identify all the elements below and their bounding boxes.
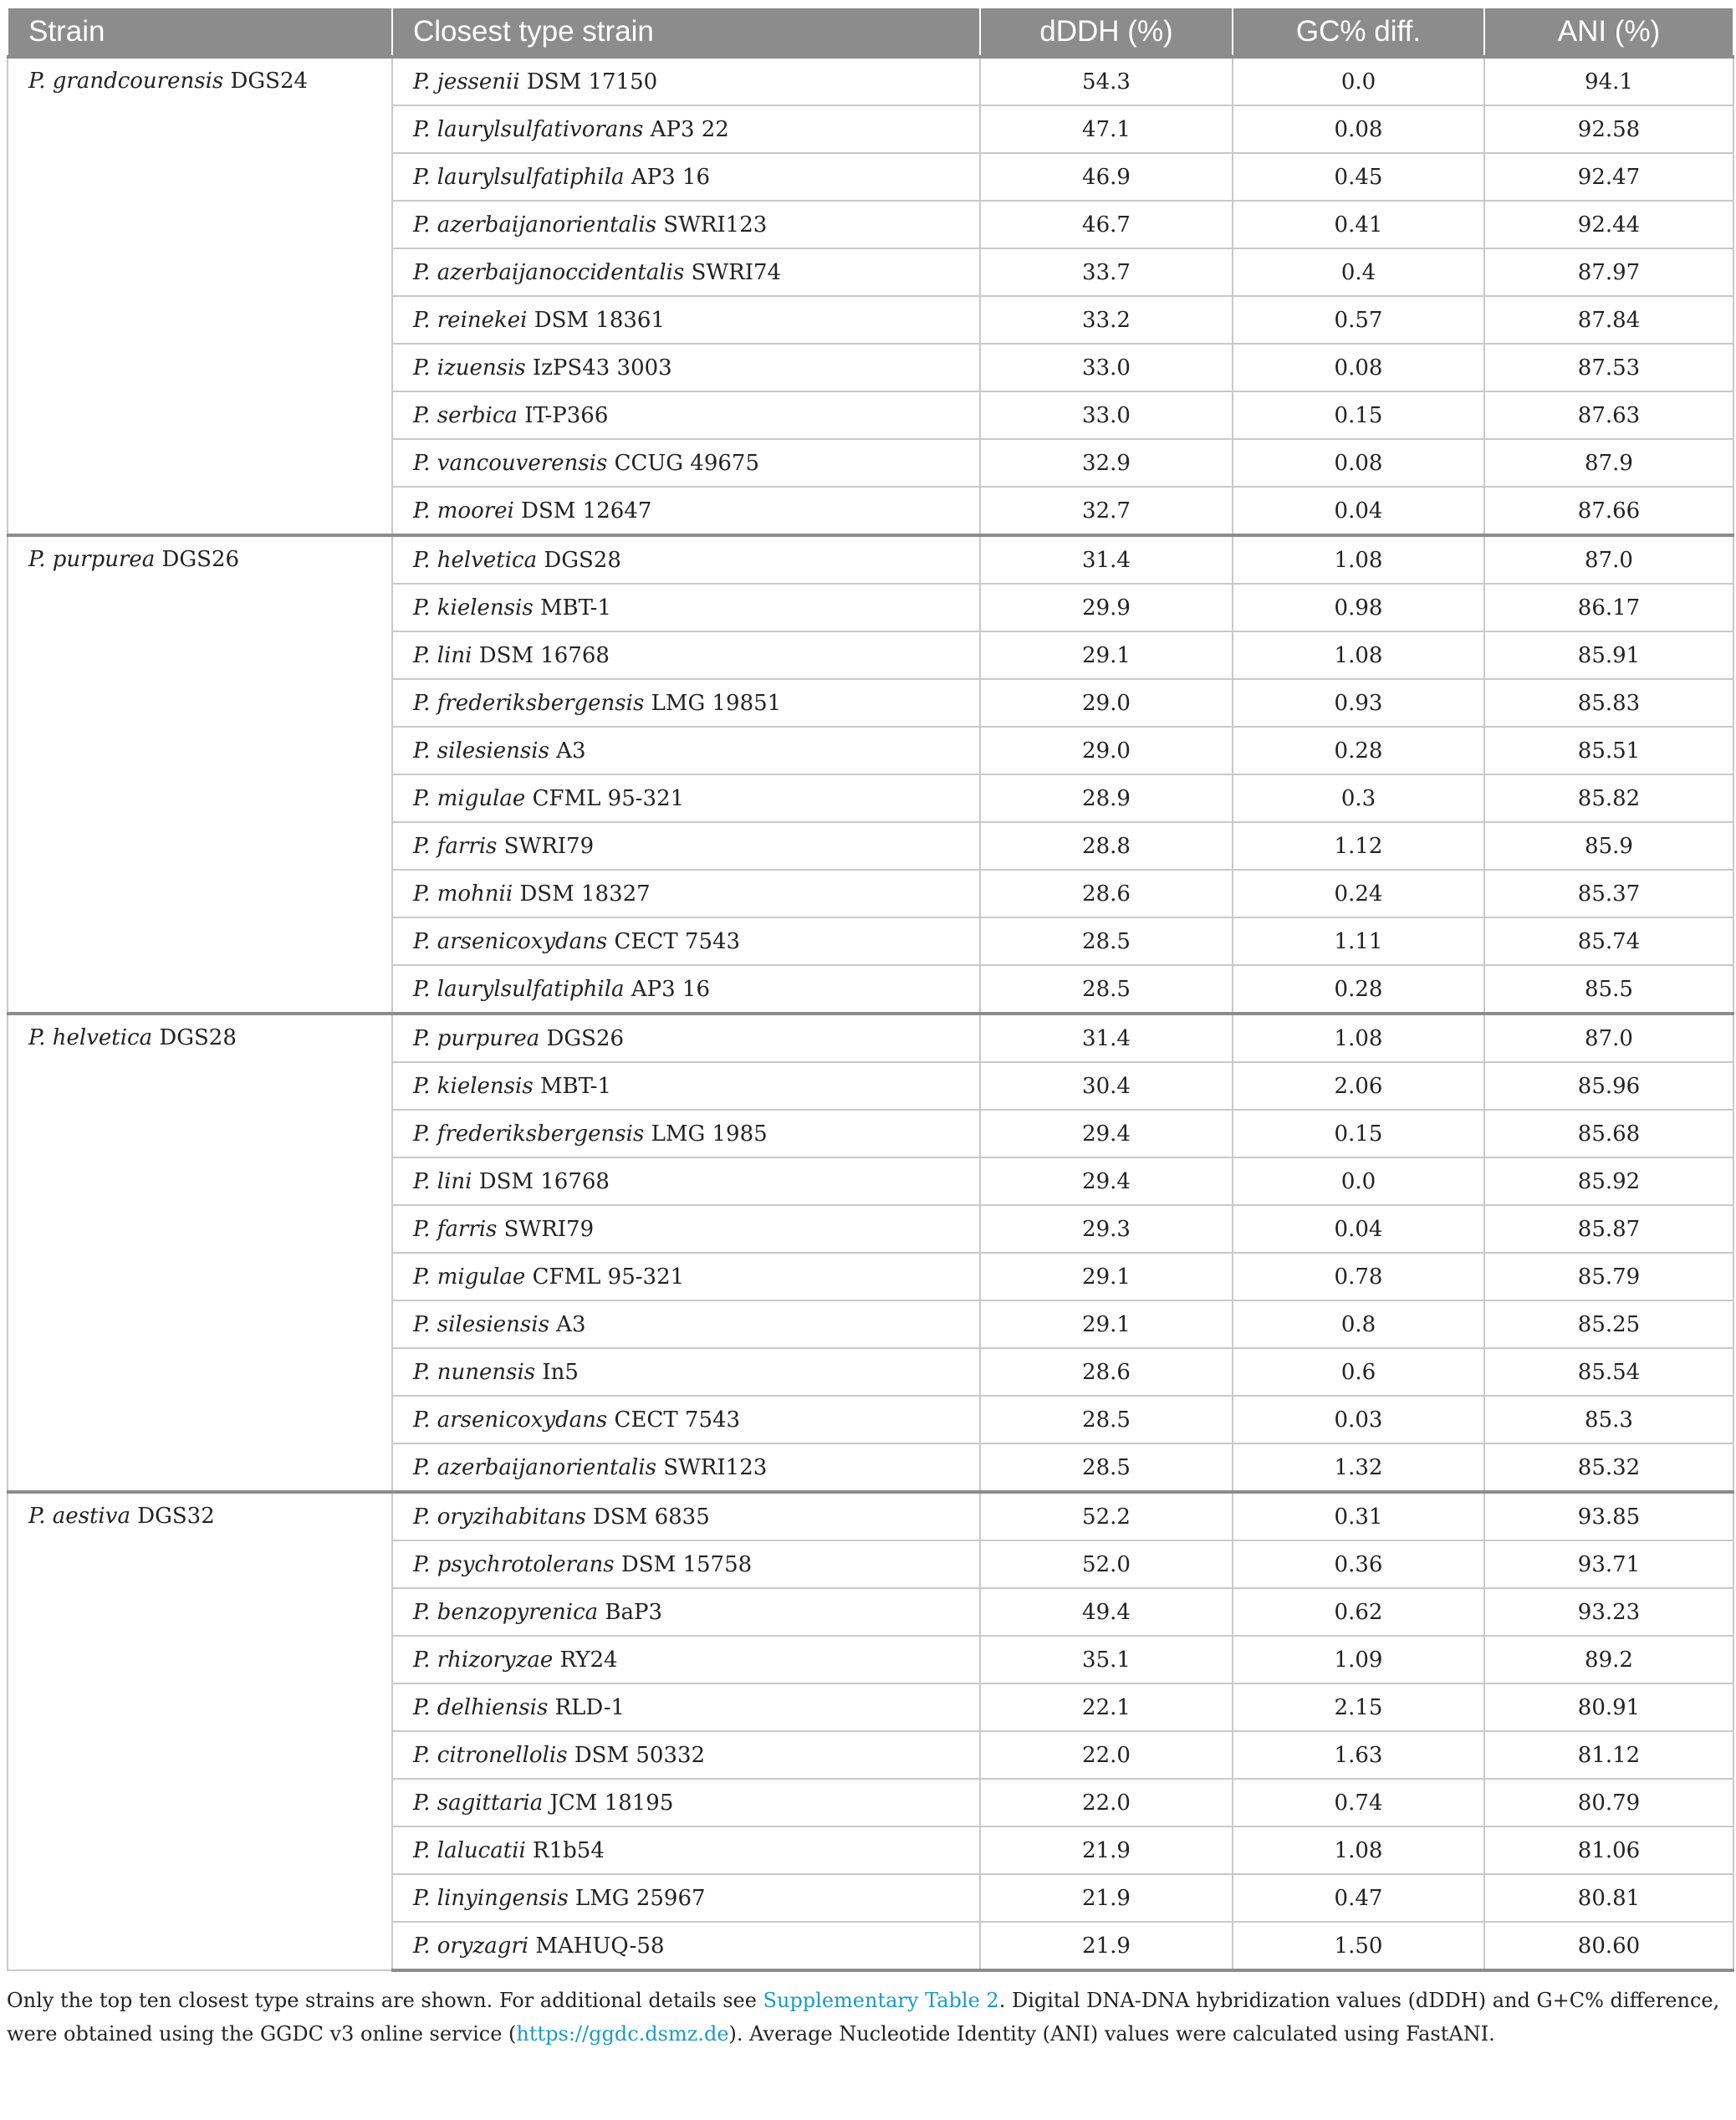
- footnote-text-3: ). Average Nucleotide Identity (ANI) values were calculated using FastANI.: [728, 2022, 1495, 2046]
- ani-cell: 85.83: [1484, 679, 1733, 727]
- header-strain: Strain: [8, 8, 392, 57]
- closest-type-strain-cell: [392, 1062, 980, 1110]
- ani-cell: 81.12: [1484, 1731, 1733, 1779]
- gc-diff-cell: 0.98: [1233, 584, 1484, 631]
- gc-diff-cell: 0.36: [1233, 1540, 1484, 1588]
- gc-diff-cell: 0.3: [1233, 774, 1484, 822]
- gc-diff-cell: 0.93: [1233, 679, 1484, 727]
- closest-type-strain-cell: [392, 487, 980, 535]
- type-strain-id: SWRI79: [503, 833, 595, 859]
- type-strain-species: P. lini: [413, 642, 472, 668]
- type-strain-id: JCM 18195: [549, 1790, 674, 1816]
- table-header: [8, 8, 1733, 57]
- gc-diff-cell: 0.15: [1233, 391, 1484, 439]
- strain-cell: [8, 1014, 392, 1492]
- gc-diff-cell: 0.24: [1233, 870, 1484, 917]
- ani-cell: 87.53: [1484, 344, 1733, 391]
- type-strain-id: CFML 95-321: [532, 785, 685, 811]
- footnote-text-1: Only the top ten closest type strains are shown. For additional details see: [7, 1989, 763, 2012]
- closest-type-strain-cell: [392, 105, 980, 153]
- gc-diff-cell: 0.03: [1233, 1396, 1484, 1443]
- type-strain-species: P. kielensis: [413, 595, 534, 621]
- header-ani: ANI (%): [1484, 8, 1733, 57]
- closest-type-strain-cell: [392, 1731, 980, 1779]
- type-strain-id: SWRI74: [691, 259, 782, 285]
- dddh-cell: 29.1: [980, 1253, 1233, 1300]
- type-strain-id: CECT 7543: [614, 928, 741, 954]
- closest-type-strain-cell: [392, 870, 980, 917]
- closest-type-strain-cell: [392, 1683, 980, 1731]
- type-strain-id: DSM 18327: [519, 881, 651, 907]
- type-strain-id: DSM 16768: [478, 642, 610, 668]
- type-strain-id: CECT 7543: [614, 1407, 741, 1433]
- type-strain-id: SWRI123: [663, 1454, 768, 1480]
- type-strain-species: P. delhiensis: [413, 1694, 549, 1720]
- dddh-cell: 21.9: [980, 1826, 1233, 1874]
- dddh-cell: 32.9: [980, 439, 1233, 487]
- dddh-cell: 29.0: [980, 727, 1233, 774]
- dddh-cell: 29.4: [980, 1157, 1233, 1205]
- type-strain-id: DSM 12647: [521, 498, 652, 524]
- type-strain-species: P. rhizoryzae: [413, 1647, 554, 1673]
- closest-type-strain-cell: [392, 1636, 980, 1683]
- type-strain-id: DSM 15758: [620, 1551, 753, 1577]
- closest-type-strain-cell: [392, 535, 980, 584]
- gc-diff-cell: 0.78: [1233, 1253, 1484, 1300]
- gc-diff-cell: 2.06: [1233, 1062, 1484, 1110]
- header-row: [8, 8, 1733, 57]
- type-strain-species: P. vancouverensis: [413, 450, 608, 476]
- dddh-cell: 22.1: [980, 1683, 1233, 1731]
- gc-diff-cell: 0.08: [1233, 105, 1484, 153]
- closest-type-strain-cell: [392, 439, 980, 487]
- ani-cell: 85.3: [1484, 1396, 1733, 1443]
- type-strain-id: RLD-1: [554, 1694, 625, 1720]
- type-strain-id: DSM 18361: [534, 307, 666, 333]
- type-strain-id: In5: [542, 1359, 579, 1385]
- closest-type-strain-cell: [392, 1110, 980, 1157]
- type-strain-species: P. oryzihabitans: [413, 1504, 586, 1530]
- type-strain-species: P. mohnii: [413, 881, 513, 907]
- gc-diff-cell: 0.0: [1233, 1157, 1484, 1205]
- gc-diff-cell: 0.62: [1233, 1588, 1484, 1636]
- type-strain-species: P. moorei: [413, 498, 514, 524]
- closest-type-strain-cell: [392, 344, 980, 391]
- gc-diff-cell: 0.28: [1233, 965, 1484, 1014]
- type-strain-species: P. migulae: [413, 1264, 526, 1290]
- ani-cell: 93.71: [1484, 1540, 1733, 1588]
- dddh-cell: 22.0: [980, 1731, 1233, 1779]
- dddh-cell: 29.4: [980, 1110, 1233, 1157]
- footnote-text-2: . Digital DNA-DNA hybridization values (dDDH) and G+C% difference, were obtained using the GGDC v3 online service (: [7, 1989, 1720, 2046]
- gc-diff-cell: 1.11: [1233, 917, 1484, 965]
- type-strain-species: P. lini: [413, 1168, 472, 1194]
- type-strain-species: P. purpurea: [413, 1025, 540, 1051]
- type-strain-id: DSM 50332: [574, 1742, 706, 1768]
- dddh-cell: 46.9: [980, 153, 1233, 201]
- closest-type-strain-cell: [392, 153, 980, 201]
- ani-cell: 87.0: [1484, 535, 1733, 584]
- table-row: [8, 57, 1733, 105]
- dddh-cell: 28.9: [980, 774, 1233, 822]
- gc-diff-cell: 1.08: [1233, 535, 1484, 584]
- closest-type-strain-cell: [392, 1205, 980, 1253]
- gc-diff-cell: 1.08: [1233, 1826, 1484, 1874]
- gc-diff-cell: 0.6: [1233, 1348, 1484, 1396]
- ani-cell: 89.2: [1484, 1636, 1733, 1683]
- ani-cell: 85.79: [1484, 1253, 1733, 1300]
- gc-diff-cell: 0.8: [1233, 1300, 1484, 1348]
- closest-type-strain-cell: [392, 965, 980, 1014]
- dddh-cell: 29.0: [980, 679, 1233, 727]
- ani-cell: 80.91: [1484, 1683, 1733, 1731]
- type-strain-species: P. helvetica: [413, 547, 538, 573]
- closest-type-strain-cell: [392, 1396, 980, 1443]
- header-gc-diff: GC% diff.: [1233, 8, 1484, 57]
- gc-diff-cell: 0.4: [1233, 248, 1484, 296]
- gc-diff-cell: 1.32: [1233, 1443, 1484, 1492]
- ggdc-link[interactable]: https://ggdc.dsmz.de: [516, 2022, 729, 2046]
- gc-diff-cell: 1.08: [1233, 631, 1484, 679]
- dddh-cell: 52.2: [980, 1492, 1233, 1540]
- document-page: [7, 7, 1733, 2071]
- ani-cell: 86.17: [1484, 584, 1733, 631]
- closest-type-strain-cell: [392, 201, 980, 248]
- ani-cell: 80.81: [1484, 1874, 1733, 1922]
- type-strain-id: DSM 16768: [478, 1168, 610, 1194]
- type-strain-species: P. farris: [413, 1216, 498, 1242]
- closest-type-strain-cell: [392, 727, 980, 774]
- dddh-cell: 47.1: [980, 105, 1233, 153]
- closest-type-strain-cell: [392, 1300, 980, 1348]
- type-strain-species: P. silesiensis: [413, 1311, 549, 1337]
- type-strain-species: P. serbica: [413, 402, 518, 428]
- table-row: [8, 1014, 1733, 1062]
- ani-cell: 85.25: [1484, 1300, 1733, 1348]
- strain-id: DGS32: [137, 1504, 215, 1529]
- dddh-cell: 49.4: [980, 1588, 1233, 1636]
- type-strain-id: AP3 16: [631, 164, 710, 190]
- dddh-cell: 28.6: [980, 1348, 1233, 1396]
- type-strain-id: DSM 17150: [526, 69, 658, 95]
- ani-cell: 92.44: [1484, 201, 1733, 248]
- dddh-cell: 32.7: [980, 487, 1233, 535]
- type-strain-id: BaP3: [605, 1599, 663, 1625]
- dddh-cell: 21.9: [980, 1874, 1233, 1922]
- strain-species: P. helvetica: [28, 1025, 153, 1050]
- type-strain-species: P. psychrotolerans: [413, 1551, 615, 1577]
- type-strain-id: R1b54: [533, 1837, 605, 1863]
- type-strain-id: MBT-1: [539, 1073, 611, 1099]
- strain-species: P. purpurea: [28, 547, 156, 572]
- closest-type-strain-cell: [392, 1443, 980, 1492]
- gc-diff-cell: 0.41: [1233, 201, 1484, 248]
- closest-type-strain-cell: [392, 1874, 980, 1922]
- closest-type-strain-cell: [392, 822, 980, 870]
- type-strain-species: P. farris: [413, 833, 498, 859]
- dddh-cell: 21.9: [980, 1922, 1233, 1970]
- table-body: [8, 57, 1733, 1970]
- type-strain-species: P. laurylsulfatiphila: [413, 976, 625, 1002]
- dddh-cell: 28.5: [980, 1443, 1233, 1492]
- closest-type-strain-cell: [392, 296, 980, 344]
- type-strain-id: IzPS43 3003: [532, 355, 672, 381]
- dddh-cell: 31.4: [980, 535, 1233, 584]
- dddh-cell: 54.3: [980, 57, 1233, 105]
- type-strain-species: P. arsenicoxydans: [413, 1407, 608, 1433]
- closest-type-strain-cell: [392, 774, 980, 822]
- type-strain-species: P. citronellolis: [413, 1742, 568, 1768]
- ani-cell: 85.82: [1484, 774, 1733, 822]
- dddh-cell: 29.9: [980, 584, 1233, 631]
- dddh-cell: 28.5: [980, 917, 1233, 965]
- closest-type-strain-cell: [392, 1014, 980, 1062]
- supplementary-table-link[interactable]: Supplementary Table 2: [763, 1989, 999, 2012]
- ani-cell: 85.5: [1484, 965, 1733, 1014]
- gc-diff-cell: 0.08: [1233, 439, 1484, 487]
- type-strain-id: DGS26: [546, 1025, 625, 1051]
- closest-type-strain-cell: [392, 1540, 980, 1588]
- dddh-cell: 33.0: [980, 391, 1233, 439]
- type-strain-id: RY24: [559, 1647, 618, 1673]
- closest-type-strain-cell: [392, 391, 980, 439]
- table-footnote: [7, 1984, 1733, 2051]
- ani-cell: 92.47: [1484, 153, 1733, 201]
- dddh-cell: 28.5: [980, 1396, 1233, 1443]
- type-strain-species: P. frederiksbergensis: [413, 1121, 645, 1147]
- gc-diff-cell: 0.31: [1233, 1492, 1484, 1540]
- gc-diff-cell: 0.74: [1233, 1779, 1484, 1826]
- type-strain-species: P. silesiensis: [413, 738, 549, 764]
- gc-diff-cell: 0.15: [1233, 1110, 1484, 1157]
- gc-diff-cell: 0.04: [1233, 487, 1484, 535]
- strain-id: DGS28: [159, 1025, 237, 1050]
- gc-diff-cell: 2.15: [1233, 1683, 1484, 1731]
- strain-id: DGS24: [230, 69, 309, 94]
- ani-cell: 92.58: [1484, 105, 1733, 153]
- strain-cell: [8, 1492, 392, 1970]
- closest-type-strain-cell: [392, 917, 980, 965]
- type-strain-id: CCUG 49675: [614, 450, 760, 476]
- type-strain-id: CFML 95-321: [532, 1264, 685, 1290]
- dddh-cell: 52.0: [980, 1540, 1233, 1588]
- dddh-cell: 29.3: [980, 1205, 1233, 1253]
- strain-cell: [8, 57, 392, 535]
- ani-cell: 80.60: [1484, 1922, 1733, 1970]
- strain-species: P. grandcourensis: [28, 69, 224, 94]
- type-strain-species: P. oryzagri: [413, 1933, 529, 1959]
- ani-cell: 85.74: [1484, 917, 1733, 965]
- type-strain-species: P. nunensis: [413, 1359, 536, 1385]
- comparison-table: [7, 7, 1734, 1972]
- closest-type-strain-cell: [392, 1779, 980, 1826]
- gc-diff-cell: 0.47: [1233, 1874, 1484, 1922]
- strain-id: DGS26: [161, 547, 240, 572]
- ani-cell: 94.1: [1484, 57, 1733, 105]
- dddh-cell: 28.5: [980, 965, 1233, 1014]
- dddh-cell: 28.6: [980, 870, 1233, 917]
- dddh-cell: 33.2: [980, 296, 1233, 344]
- closest-type-strain-cell: [392, 1157, 980, 1205]
- ani-cell: 81.06: [1484, 1826, 1733, 1874]
- gc-diff-cell: 1.12: [1233, 822, 1484, 870]
- gc-diff-cell: 0.57: [1233, 296, 1484, 344]
- type-strain-id: DSM 6835: [593, 1504, 710, 1530]
- type-strain-species: P. kielensis: [413, 1073, 534, 1099]
- type-strain-species: P. azerbaijanoccidentalis: [413, 259, 685, 285]
- header-dddh: dDDH (%): [980, 8, 1233, 57]
- ani-cell: 85.32: [1484, 1443, 1733, 1492]
- type-strain-species: P. azerbaijanorientalis: [413, 1454, 656, 1480]
- type-strain-id: A3: [556, 738, 586, 764]
- type-strain-species: P. laurylsulfativorans: [413, 116, 644, 142]
- dddh-cell: 29.1: [980, 631, 1233, 679]
- dddh-cell: 46.7: [980, 201, 1233, 248]
- closest-type-strain-cell: [392, 248, 980, 296]
- gc-diff-cell: 1.08: [1233, 1014, 1484, 1062]
- type-strain-species: P. sagittaria: [413, 1790, 544, 1816]
- type-strain-species: P. lalucatii: [413, 1837, 526, 1863]
- closest-type-strain-cell: [392, 1588, 980, 1636]
- type-strain-species: P. frederiksbergensis: [413, 690, 645, 716]
- type-strain-id: MBT-1: [539, 595, 611, 621]
- strain-species: P. aestiva: [28, 1504, 130, 1529]
- ani-cell: 85.9: [1484, 822, 1733, 870]
- ani-cell: 87.66: [1484, 487, 1733, 535]
- dddh-cell: 28.8: [980, 822, 1233, 870]
- dddh-cell: 30.4: [980, 1062, 1233, 1110]
- type-strain-id: SWRI79: [503, 1216, 595, 1242]
- ani-cell: 87.63: [1484, 391, 1733, 439]
- closest-type-strain-cell: [392, 57, 980, 105]
- type-strain-id: AP3 22: [650, 116, 729, 142]
- gc-diff-cell: 0.04: [1233, 1205, 1484, 1253]
- ani-cell: 80.79: [1484, 1779, 1733, 1826]
- table-row: [8, 535, 1733, 584]
- type-strain-species: P. izuensis: [413, 355, 526, 381]
- gc-diff-cell: 0.28: [1233, 727, 1484, 774]
- closest-type-strain-cell: [392, 679, 980, 727]
- gc-diff-cell: 0.45: [1233, 153, 1484, 201]
- gc-diff-cell: 1.50: [1233, 1922, 1484, 1970]
- closest-type-strain-cell: [392, 1348, 980, 1396]
- ani-cell: 93.85: [1484, 1492, 1733, 1540]
- dddh-cell: 33.7: [980, 248, 1233, 296]
- type-strain-id: SWRI123: [663, 212, 768, 238]
- table-row: [8, 1492, 1733, 1540]
- ani-cell: 85.91: [1484, 631, 1733, 679]
- type-strain-species: P. linyingensis: [413, 1885, 569, 1911]
- ani-cell: 85.68: [1484, 1110, 1733, 1157]
- dddh-cell: 35.1: [980, 1636, 1233, 1683]
- type-strain-id: LMG 25967: [574, 1885, 706, 1911]
- gc-diff-cell: 1.09: [1233, 1636, 1484, 1683]
- gc-diff-cell: 0.08: [1233, 344, 1484, 391]
- ani-cell: 85.37: [1484, 870, 1733, 917]
- type-strain-id: LMG 1985: [651, 1121, 768, 1147]
- ani-cell: 85.51: [1484, 727, 1733, 774]
- ani-cell: 87.97: [1484, 248, 1733, 296]
- dddh-cell: 33.0: [980, 344, 1233, 391]
- dddh-cell: 31.4: [980, 1014, 1233, 1062]
- dddh-cell: 22.0: [980, 1779, 1233, 1826]
- ani-cell: 85.92: [1484, 1157, 1733, 1205]
- ani-cell: 87.0: [1484, 1014, 1733, 1062]
- gc-diff-cell: 0.0: [1233, 57, 1484, 105]
- ani-cell: 93.23: [1484, 1588, 1733, 1636]
- gc-diff-cell: 1.63: [1233, 1731, 1484, 1779]
- type-strain-species: P. azerbaijanorientalis: [413, 212, 656, 238]
- type-strain-id: MAHUQ-58: [535, 1933, 665, 1959]
- header-closest-type-strain: Closest type strain: [392, 8, 980, 57]
- type-strain-id: AP3 16: [631, 976, 710, 1002]
- type-strain-species: P. arsenicoxydans: [413, 928, 608, 954]
- dddh-cell: 29.1: [980, 1300, 1233, 1348]
- type-strain-id: DGS28: [544, 547, 621, 573]
- closest-type-strain-cell: [392, 584, 980, 631]
- strain-cell: [8, 535, 392, 1014]
- type-strain-id: LMG 19851: [651, 690, 782, 716]
- closest-type-strain-cell: [392, 1922, 980, 1970]
- closest-type-strain-cell: [392, 1253, 980, 1300]
- closest-type-strain-cell: [392, 631, 980, 679]
- closest-type-strain-cell: [392, 1826, 980, 1874]
- type-strain-species: P. reinekei: [413, 307, 528, 333]
- type-strain-id: IT-P366: [524, 402, 609, 428]
- type-strain-species: P. benzopyrenica: [413, 1599, 599, 1625]
- type-strain-species: P. laurylsulfatiphila: [413, 164, 625, 190]
- ani-cell: 85.54: [1484, 1348, 1733, 1396]
- ani-cell: 87.84: [1484, 296, 1733, 344]
- type-strain-id: A3: [556, 1311, 586, 1337]
- type-strain-species: P. jessenii: [413, 69, 520, 95]
- ani-cell: 85.96: [1484, 1062, 1733, 1110]
- ani-cell: 85.87: [1484, 1205, 1733, 1253]
- ani-cell: 87.9: [1484, 439, 1733, 487]
- type-strain-species: P. migulae: [413, 785, 526, 811]
- closest-type-strain-cell: [392, 1492, 980, 1540]
